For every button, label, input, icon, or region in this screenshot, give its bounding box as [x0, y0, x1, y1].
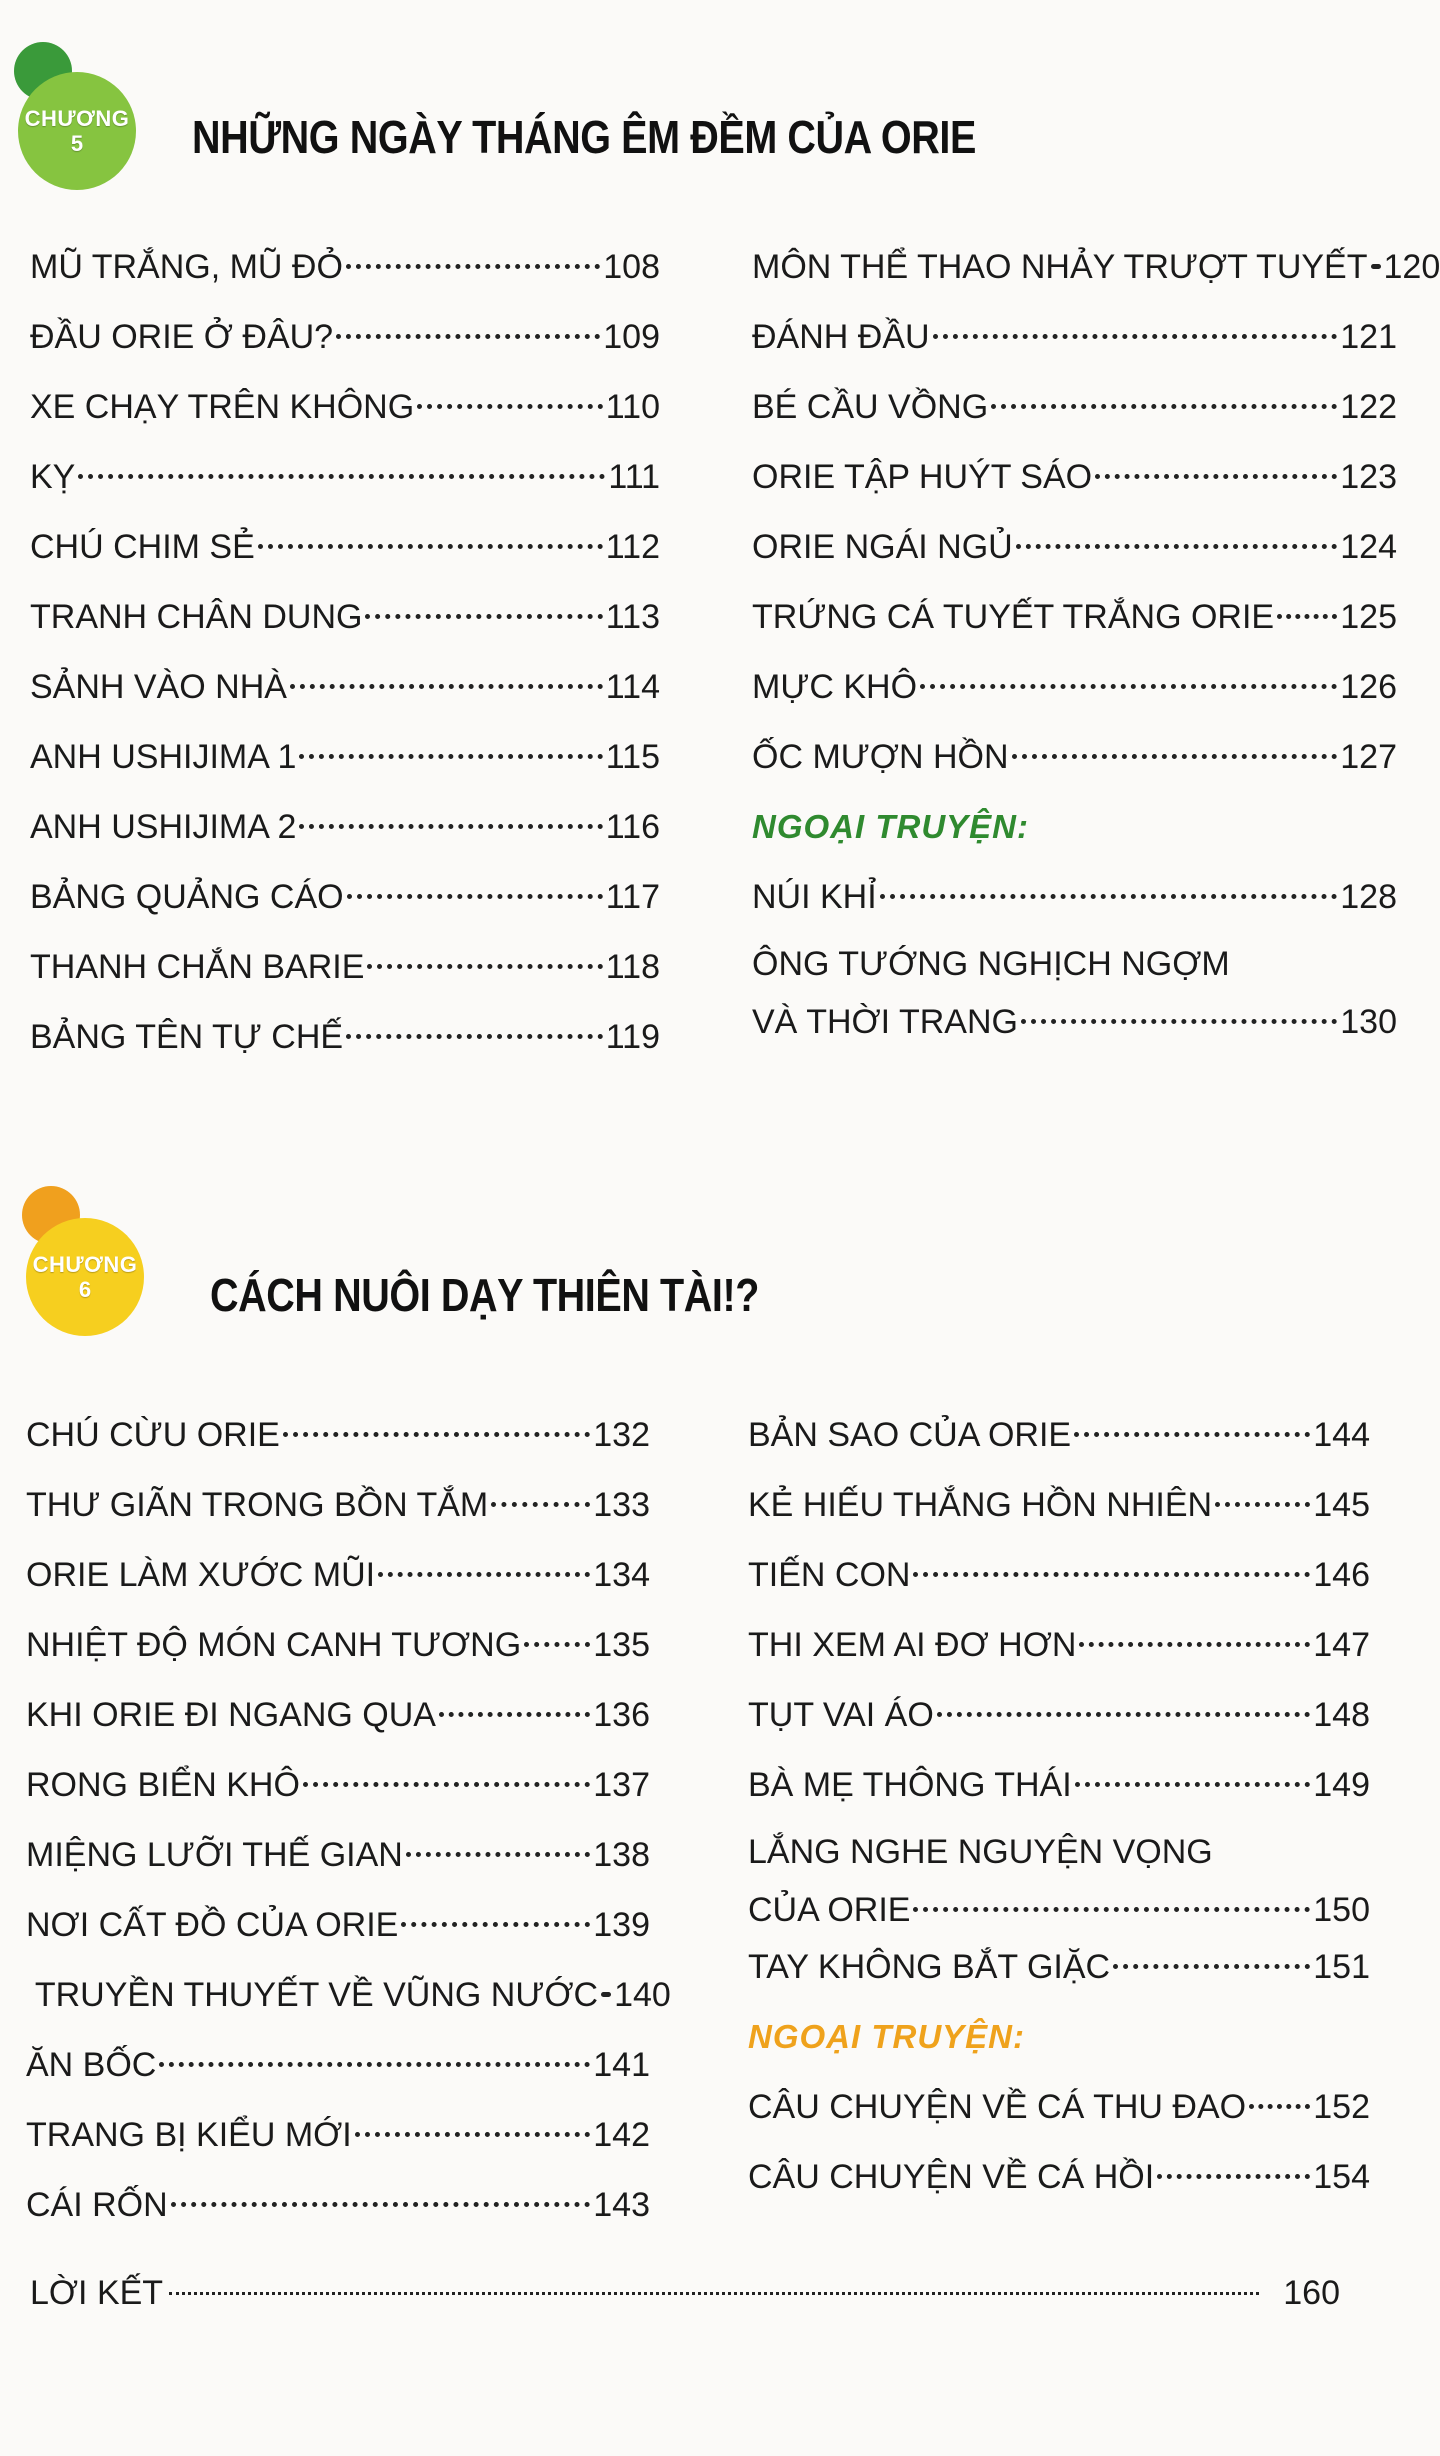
- entry-page: 128: [1340, 878, 1397, 916]
- entry-page: 135: [593, 1626, 650, 1664]
- entry-page: 110: [605, 388, 660, 426]
- entry-title: ĐẦU ORIE Ở ĐÂU?: [30, 318, 334, 356]
- chapter-5-extra-heading: NGOẠI TRUYỆN:: [752, 808, 1029, 845]
- toc-entry[interactable]: [748, 1400, 1370, 1470]
- entry-leader: [367, 964, 602, 969]
- entry-leader: [1095, 474, 1337, 479]
- entry-page: 154: [1313, 2158, 1370, 2196]
- toc-entry[interactable]: [30, 862, 660, 932]
- chapter-5-badge-number: 5: [70, 131, 84, 156]
- entry-title: ORIE LÀM XƯỚC MŨI: [26, 1556, 376, 1594]
- entry-leader: [913, 1572, 1310, 1577]
- entry-page: 122: [1340, 388, 1397, 426]
- entry-leader: [1215, 1502, 1310, 1507]
- entry-leader: [1016, 544, 1338, 549]
- entry-page: 139: [593, 1906, 650, 1944]
- entry-page: 124: [1340, 528, 1397, 566]
- entry-leader: [933, 334, 1338, 339]
- entry-title-line-1: LẮNG NGHE NGUYỆN VỌNG: [748, 1833, 1213, 1871]
- toc-entry[interactable]: [30, 652, 660, 722]
- entry-leader: [1249, 2104, 1310, 2109]
- entry-page: 134: [593, 1556, 650, 1594]
- entry-leader: [439, 1712, 590, 1717]
- toc-entry[interactable]: [30, 792, 660, 862]
- entry-page: 109: [603, 318, 660, 356]
- toc-entry[interactable]: [26, 1680, 650, 1750]
- toc-entry[interactable]: [30, 722, 660, 792]
- entry-leader: [1371, 264, 1381, 269]
- entry-page: 151: [1313, 1948, 1370, 1986]
- entry-page: 148: [1313, 1696, 1370, 1734]
- entry-page: 138: [593, 1836, 650, 1874]
- chapter-6-right-column: [748, 1400, 1370, 2212]
- entry-leader: [491, 1502, 590, 1507]
- entry-title: MŨ TRẮNG, MŨ ĐỎ: [30, 248, 343, 286]
- entry-title: CHÚ CỪU ORIE: [26, 1416, 280, 1454]
- entry-title: KẺ HIẾU THẮNG HỒN NHIÊN: [748, 1486, 1213, 1524]
- chapter-5-title: NHỮNG NGÀY THÁNG ÊM ĐỀM CỦA ORIE: [192, 111, 976, 163]
- entry-leader: [1113, 1964, 1310, 1969]
- toc-entry[interactable]: [30, 302, 660, 372]
- entry-title: ĂN BỐC: [26, 2046, 157, 2084]
- entry-page: 116: [605, 808, 660, 846]
- toc-entry[interactable]: [30, 232, 660, 302]
- entry-leader: [336, 334, 600, 339]
- entry-title: KHI ORIE ĐI NGANG QUA: [26, 1696, 436, 1734]
- entry-leader: [1074, 1432, 1310, 1437]
- entry-leader: [920, 684, 1337, 689]
- toc-entry[interactable]: [26, 1610, 650, 1680]
- entry-title: TRANG BỊ KIỂU MỚI: [26, 2116, 352, 2154]
- toc-entry[interactable]: [752, 582, 1397, 652]
- entry-page: 117: [605, 878, 660, 916]
- entry-title-line-2: CỦA ORIE: [748, 1891, 911, 1929]
- entry-leader: [258, 544, 603, 549]
- toc-entry[interactable]: [26, 2100, 650, 2170]
- toc-entry[interactable]: [752, 372, 1397, 442]
- entry-leader: [290, 684, 603, 689]
- entry-leader: [346, 1034, 603, 1039]
- toc-entry[interactable]: [26, 1540, 650, 1610]
- toc-entry[interactable]: [748, 1932, 1370, 2002]
- entry-title: BẢN SAO CỦA ORIE: [748, 1416, 1072, 1454]
- entry-title: TỤT VAI ÁO: [748, 1696, 934, 1734]
- toc-entry[interactable]: [752, 442, 1397, 512]
- entry-leader: [937, 1712, 1310, 1717]
- entry-leader: [1021, 1019, 1337, 1024]
- entry-leader: [346, 264, 600, 269]
- entry-title: ĐÁNH ĐẦU: [752, 318, 930, 356]
- toc-entry[interactable]: [748, 1680, 1370, 1750]
- entry-page: 126: [1340, 668, 1397, 706]
- toc-entry[interactable]: [752, 652, 1397, 722]
- entry-page: 141: [593, 2046, 650, 2084]
- toc-entry[interactable]: [30, 932, 660, 1002]
- entry-leader: [1277, 614, 1337, 619]
- entry-leader: [406, 1852, 590, 1857]
- chapter-6-title: CÁCH NUÔI DẠY THIÊN TÀI!?: [210, 1269, 759, 1321]
- entry-leader: [169, 2292, 1259, 2295]
- chapter-6-badge-label: CHƯƠNG: [32, 1251, 138, 1277]
- entry-page: 112: [605, 528, 660, 566]
- entry-leader: [417, 404, 603, 409]
- entry-title: TAY KHÔNG BẮT GIẶC: [748, 1948, 1111, 1986]
- entry-title: ORIE TẬP HUÝT SÁO: [752, 458, 1093, 496]
- entry-title: ANH USHIJIMA 1: [30, 738, 297, 776]
- entry-page: 108: [603, 248, 660, 286]
- entry-leader: [283, 1432, 590, 1437]
- toc-entry[interactable]: [26, 2030, 650, 2100]
- toc-entry[interactable]: [752, 512, 1397, 582]
- chapter-6-extra-heading: NGOẠI TRUYỆN:: [748, 2018, 1025, 2055]
- chapter-5-badge: [18, 72, 136, 190]
- toc-entry[interactable]: [748, 1750, 1370, 1820]
- toc-entry[interactable]: [26, 1960, 671, 2030]
- entry-title: MÔN THỂ THAO NHẢY TRƯỢT TUYẾT: [752, 248, 1368, 286]
- entry-page: 160: [1283, 2274, 1340, 2312]
- chapter-6-badge: [26, 1218, 144, 1336]
- entry-title: CÁI RỐN: [26, 2186, 168, 2224]
- entry-title: MIỆNG LƯỠI THẾ GIAN: [26, 1836, 403, 1874]
- entry-page: 152: [1313, 2088, 1370, 2126]
- entry-page: 118: [605, 948, 660, 986]
- toc-entry[interactable]: [748, 1610, 1370, 1680]
- entry-leader: [299, 824, 602, 829]
- entry-title: NÚI KHỈ: [752, 878, 877, 916]
- entry-leader: [401, 1922, 590, 1927]
- entry-title: ỐC MƯỢN HỒN: [752, 738, 1009, 776]
- toc-entry[interactable]: [26, 1400, 650, 1470]
- entry-leader: [347, 894, 603, 899]
- entry-leader: [78, 474, 605, 479]
- toc-entry[interactable]: [752, 302, 1397, 372]
- entry-leader: [171, 2202, 591, 2207]
- entry-page: 119: [605, 1018, 660, 1056]
- entry-page: 114: [605, 668, 660, 706]
- entry-leader: [1157, 2174, 1310, 2179]
- entry-title: CÂU CHUYỆN VỀ CÁ HỒI: [748, 2158, 1155, 2196]
- entry-page: 120: [1383, 248, 1440, 286]
- entry-page: 145: [1313, 1486, 1370, 1524]
- toc-entry[interactable]: [748, 2072, 1370, 2142]
- toc-entry[interactable]: [752, 932, 1397, 1044]
- entry-page: 111: [608, 458, 660, 496]
- entry-title-line-2: VÀ THỜI TRANG: [752, 1003, 1018, 1041]
- toc-entry[interactable]: [30, 442, 660, 512]
- entry-leader: [913, 1907, 1310, 1912]
- entry-leader: [355, 2132, 591, 2137]
- entry-leader: [365, 614, 602, 619]
- entry-title: BÉ CẦU VỒNG: [752, 388, 989, 426]
- entry-title: KỴ: [30, 458, 76, 496]
- entry-leader: [991, 404, 1337, 409]
- entry-page: 125: [1340, 598, 1397, 636]
- toc-entry-epilogue[interactable]: [30, 2258, 1340, 2328]
- toc-entry[interactable]: [748, 1470, 1370, 1540]
- entry-title: SẢNH VÀO NHÀ: [30, 668, 287, 706]
- toc-entry[interactable]: [30, 512, 660, 582]
- entry-leader: [880, 894, 1338, 899]
- toc-entry[interactable]: [748, 1820, 1370, 1932]
- entry-page: 142: [593, 2116, 650, 2154]
- chapter-5-badge-label: CHƯƠNG: [24, 105, 130, 131]
- entry-page: 123: [1340, 458, 1397, 496]
- entry-title: XE CHẠY TRÊN KHÔNG: [30, 388, 415, 426]
- chapter-6-left-column: [26, 1400, 671, 2240]
- entry-title: RONG BIỂN KHÔ: [26, 1766, 300, 1804]
- toc-entry[interactable]: [752, 232, 1440, 302]
- chapter-5-right-column: [752, 232, 1440, 1044]
- entry-page: 143: [593, 2186, 650, 2224]
- entry-leader: [303, 1782, 590, 1787]
- entry-title: THI XEM AI ĐƠ HƠN: [748, 1626, 1077, 1664]
- entry-page: 149: [1313, 1766, 1370, 1804]
- entry-title: TRANH CHÂN DUNG: [30, 598, 363, 636]
- entry-leader: [524, 1642, 590, 1647]
- toc-entry[interactable]: [30, 372, 660, 442]
- toc-entry[interactable]: [30, 582, 660, 652]
- toc-entry[interactable]: [26, 1890, 650, 1960]
- entry-leader: [1075, 1782, 1311, 1787]
- entry-title: BẢNG TÊN TỰ CHẾ: [30, 1018, 344, 1056]
- toc-entry[interactable]: [748, 2142, 1370, 2212]
- entry-page: 140: [614, 1976, 671, 2014]
- entry-title-line-1: ÔNG TƯỚNG NGHỊCH NGỢM: [752, 945, 1230, 983]
- entry-page: 121: [1340, 318, 1397, 356]
- entry-page: 137: [593, 1766, 650, 1804]
- chapter-6-badge-number: 6: [78, 1277, 92, 1302]
- entry-title: BẢNG QUẢNG CÁO: [30, 878, 344, 916]
- chapter-5-left-column: [30, 232, 660, 1072]
- entry-leader: [159, 2062, 590, 2067]
- entry-page: 144: [1313, 1416, 1370, 1454]
- entry-title: BÀ MẸ THÔNG THÁI: [748, 1766, 1072, 1804]
- entry-page: 113: [605, 598, 660, 636]
- toc-entry[interactable]: [752, 862, 1397, 932]
- entry-page: 115: [605, 738, 660, 776]
- toc-entry[interactable]: [26, 2170, 650, 2240]
- entry-leader: [1012, 754, 1338, 759]
- entry-title: THANH CHẮN BARIE: [30, 948, 365, 986]
- entry-leader: [378, 1572, 590, 1577]
- toc-entry[interactable]: [748, 1540, 1370, 1610]
- entry-title: CÂU CHUYỆN VỀ CÁ THU ĐAO: [748, 2088, 1247, 2126]
- entry-page: 150: [1313, 1891, 1370, 1929]
- entry-title: TRỨNG CÁ TUYẾT TRẮNG ORIE: [752, 598, 1275, 636]
- entry-leader: [601, 1992, 611, 1997]
- toc-entry[interactable]: [26, 1470, 650, 1540]
- toc-entry[interactable]: [26, 1820, 650, 1890]
- entry-page: 130: [1340, 1003, 1397, 1041]
- entry-page: 132: [593, 1416, 650, 1454]
- toc-entry[interactable]: [26, 1750, 650, 1820]
- entry-title: NHIỆT ĐỘ MÓN CANH TƯƠNG: [26, 1626, 522, 1664]
- entry-page: 127: [1340, 738, 1397, 776]
- entry-leader: [1079, 1642, 1310, 1647]
- entry-title: CHÚ CHIM SẺ: [30, 528, 255, 566]
- entry-title: ORIE NGÁI NGỦ: [752, 528, 1013, 566]
- entry-page: 136: [593, 1696, 650, 1734]
- entry-title: MỰC KHÔ: [752, 668, 918, 706]
- entry-title: TRUYỀN THUYẾT VỀ VŨNG NƯỚC: [26, 1976, 599, 2014]
- toc-entry[interactable]: [752, 722, 1397, 792]
- entry-title: NƠI CẤT ĐỒ CỦA ORIE: [26, 1906, 399, 1944]
- entry-title: LỜI KẾT: [30, 2274, 164, 2312]
- entry-leader: [299, 754, 602, 759]
- entry-page: 146: [1313, 1556, 1370, 1594]
- entry-page: 133: [593, 1486, 650, 1524]
- toc-entry[interactable]: [30, 1002, 660, 1072]
- entry-page: 147: [1313, 1626, 1370, 1664]
- entry-title: THƯ GIÃN TRONG BỒN TẮM: [26, 1486, 489, 1524]
- entry-title: TIẾN CON: [748, 1556, 911, 1594]
- entry-title: ANH USHIJIMA 2: [30, 808, 297, 846]
